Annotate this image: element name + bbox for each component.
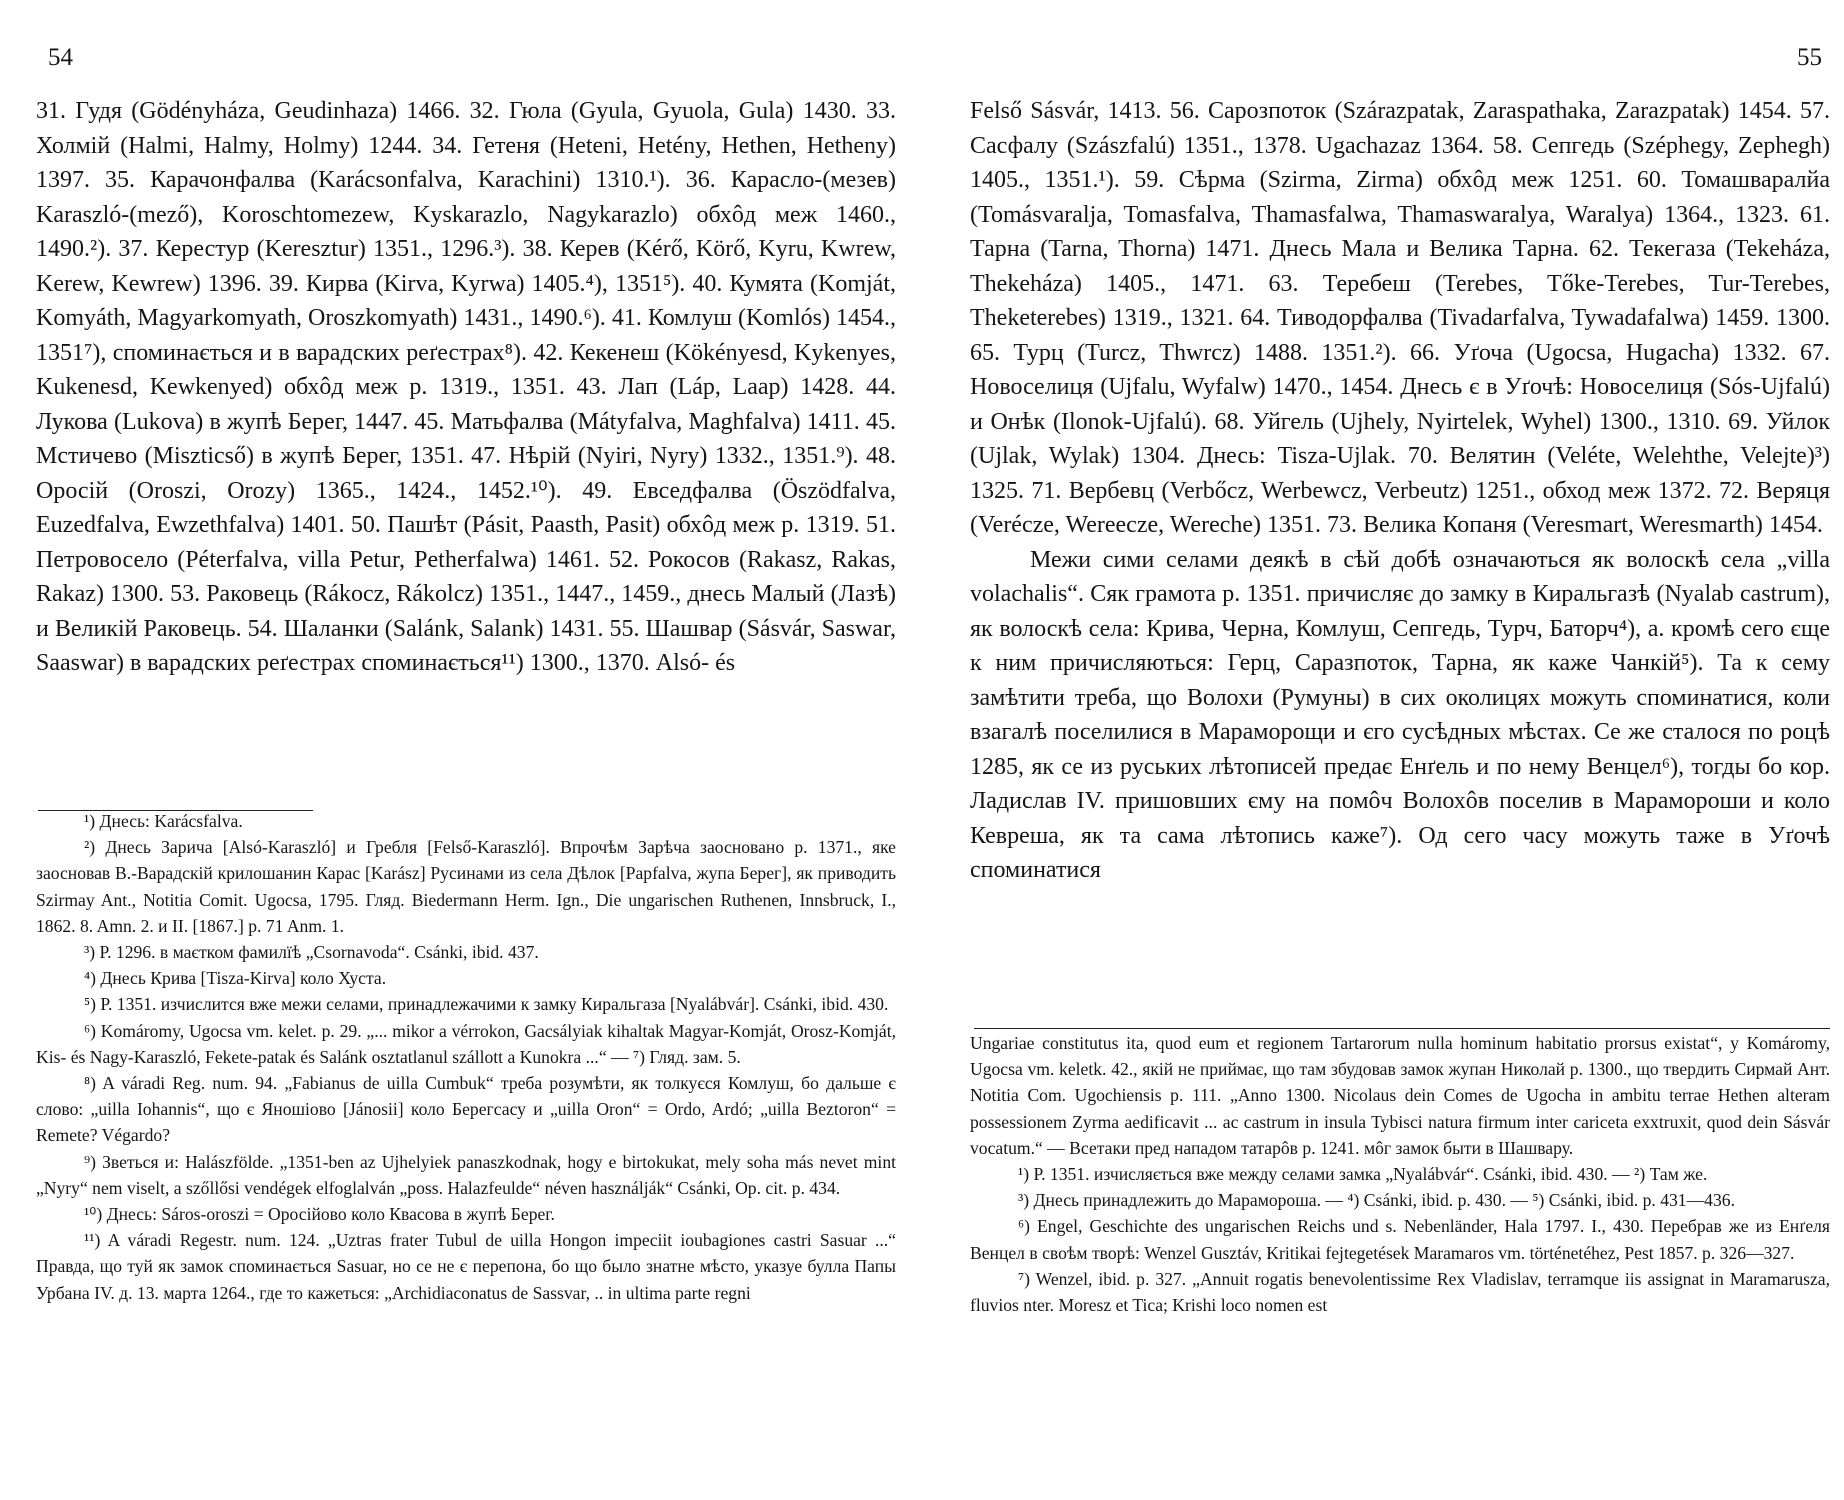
footnote: ¹) Р. 1351. изчисляється вже между селами замка „Nyalábvár“. Csánki, ibid. 430. — ²) Там же. bbox=[1018, 1164, 1708, 1185]
footnote: ³) Днесь принадлежить до Марамороша. — ⁴) Csánki, ibid. p. 430. — ⁵) Csánki, ibid. p. 431—436. bbox=[1018, 1190, 1735, 1211]
footnote: ⁹) Зветься и: Halászfölde. „1351-ben az Ujhelyiek panaszkodnak, hogy e birtokukat, mely soha más nevet mint „Nyry“ nem viselt, a szőllősi vendégek elfoglalván „poss. Halazfeulde“ néven használják“ Csánki, Op. cit. p. 434. bbox=[36, 1151, 896, 1198]
footnote: ¹) Днесь: Karácsfalva. bbox=[84, 811, 243, 831]
footnote: ¹⁰) Днесь: Sáros-oroszi = Оросійово коло Квасова в жупѣ Берег. bbox=[84, 1204, 555, 1225]
footnote: ⁶) Komáromy, Ugocsa vm. kelet. p. 29. „... mikor a vérrokon, Gacsályiak kihaltak Magyar-Komját, Orosz-Komját, Kis- és Nagy-Karaszló, Fekete-patak és Salánk osztatlanul szállott a Kunokra ...“ — ⁷) Гляд. зам. 5. bbox=[36, 1020, 896, 1067]
footnote: ³) Р. 1296. в маєтком фамилїѣ „Csornavoda“. Csánki, ibid. 437. bbox=[84, 942, 539, 963]
paragraph: Межи сими селами деякѣ в сѣй добѣ означаються як волоскѣ села „villa volachalis“. Сяк грамота р. 1351. причисляє до замку в Киральгазѣ (Nyalab castrum), як волоскѣ села: Крива, Черна, Комлуш, Сепгедь, Турч, Баторч⁴), а. кромѣ сего єще к ним причисляються: Герц, Саразпоток, Тарна, як каже Чанкій⁵). Та к сему замѣтити треба, що Волохи (Румуны) в сих околицях можуть споминатися, коли взагалѣ поселилися в Мараморощи и єго сусѣдных мѣстах. Се же сталося по роцѣ 1285, як се из руських лѣтописей предає Енґель и по нему Венцел⁶), тогды бо кор. Ладислав IV. пришовших єму на помôч Волохôв поселив в Марамороши и коло Кевреша, як та сама лѣтопись каже⁷). Од сего часу можуть таже в Уґочѣ споминатися bbox=[970, 546, 1830, 883]
footnote: ⁷) Wenzel, ibid. p. 327. „Annuit rogatis benevolentissime Rex Vladislav, terramque iis assignat in Maramarusza, fluvios nter. Moresz et Tica; Krishi loco nomen est bbox=[970, 1268, 1830, 1316]
footnotes bbox=[970, 1030, 1830, 1318]
paragraph: Felső Sásvár, 1413. 56. Сарозпоток (Szárazpatak, Zaraspathaka, Zarazpatak) 1454. 57. Сасфалу (Szászfalú) 1351., 1378. Ugachazaz 1364. 58. Сепгедь (Széphegy, Zephegh) 1405., 1351.¹). 59. Сѣрма (Szirma, Zirma) обхôд меж 1251. 60. Томашваралйа (Tomásvaralja, Tomasfalva, Thamasfalwa, Thamaswaralya, Waralya) 1364., 1323. 61. Тарна (Tarna, Thorna) 1471. Днесь Мала и Велика Тарна. 62. Текегаза (Tekeháza, Thekeháza) 1405., 1471. 63. Теребеш (Terebes, Tőke-Terebes, Tur-Terebes, Theketerebes) 1319., 1321. 64. Тиводорфалва (Tivadarfalva, Tywadafalwa) 1459. 1300. 65. Турц (Turcz, Thwrcz) 1488. 1351.²). 66. Уґоча (Ugocsa, Hugacha) 1332. 67. Новоселиця (Ujfalu, Wyfalw) 1470., 1454. Днесь є в Уґочѣ: Новоселиця (Sós-Ujfalú) и Онѣк (Ilonok-Ujfalú). 68. Уйгель (Ujhely, Nyirtelek, Wyhel) 1300., 1310. 69. Уйлок (Ujlak, Wylak) 1304. Днесь: Tisza-Ujlak. 70. Велятин (Veléte, Welehthe, Velejte)³) 1325. 71. Вербевц (Verbőcz, Werbewcz, Verbeutz) 1251., обход меж 1372. 72. Веряця (Verécze, Wereecze, Wereche) 1351. 73. Велика Копаня (Veresmart, Weresmarth) 1454. bbox=[970, 98, 1830, 538]
main-text bbox=[36, 94, 896, 681]
footnote: ¹¹) A váradi Regestr. num. 124. „Uztras frater Tubul de uilla Hongon impeciit ioubagiones castri Sasuar ...“ Правда, що туй як замок споминається Sasuar, но се не є перепона, бо що было знатне мѣсто, указуе булла Папы Урбана IV. д. 13. марта 1264., где то кажеться: „Archidiaconatus de Sassvar, .. in ultima parte regni bbox=[36, 1230, 896, 1303]
footnote: ⁸) A váradi Reg. num. 94. „Fabianus de uilla Cumbuk“ треба розумѣти, як толкуєся Комлуш, бо дальше є слово: „uilla Iohannis“, що є Яношіово [Jánosii] коло Берегсасу и „uilla Oron“ = Ordo, Ardó; „uilla Beztoron“ = Remete? Végardo? bbox=[36, 1073, 896, 1146]
footnote: ⁶) Engel, Geschichte des ungarischen Reichs und s. Nebenländer, Hala 1797. I., 430. Перебрав же из Енґеля Венцел в своѣм творѣ: Wenzel Gusztáv, Kritikai fejtegetések Maramaros vm. történetéhez, Pest 1857. p. 326—327. bbox=[970, 1216, 1830, 1263]
left-page bbox=[36, 0, 896, 1500]
footnote-continuation: Ungariae constitutus ita, quod eum et regionem Tartarorum nulla hominum habitatio prorsus existat“, у Komáromy, Ugocsa vm. keletk. 42., якій не приймає, що там збудовав замок жупан Николай р. 1300., що твердить Сирмай Ант. Notitia Com. Ugochiensis p. 111. „Anno 1300. Nicolaus dein Comes de Ugocha in ambitu terrae Hethen alteram possessionem Zyrma aedificavit ... ac castrum in insula Tybisci natura firmum inter cariceta exxtruxit, quod dein Sásvár vocatum.“ — Всетаки пред нападом татарôв р. 1241. мôг замок быти в Шашвару. bbox=[970, 1033, 1830, 1158]
footnote: ⁵) Р. 1351. изчислится вже межи селами, принадлежачими к замку Киральгаза [Nyalábvár]. Csánki, ibid. 430. bbox=[84, 994, 889, 1015]
footnote: ⁴) Днесь Крива [Tisza-Kirva] коло Хуста. bbox=[84, 968, 387, 989]
paragraph: 31. Гудя (Gödényháza, Geudinhaza) 1466. 32. Гюла (Gyula, Gyuola, Gula) 1430. 33. Холмій (Halmi, Halmy, Holmy) 1244. 34. Гетеня (Heteni, Hetény, Hethen, Hetheny) 1397. 35. Карачонфалва (Karácsonfalva, Karachini) 1310.¹). 36. Карасло-(мезев) Karaszló-(mező), Koroschtomezew, Kyskarazlo, Nagykarazlo) обхôд меж 1460., 1490.²). 37. Керестур (Keresztur) 1351., 1296.³). 38. Керев (Kérő, Körő, Kyru, Kwrew, Kerew, Kewrew) 1396. 39. Кирва (Kirva, Kyrwa) 1405.⁴), 1351⁵). 40. Кумята (Komját, Komyáth, Magyarkomyath, Oroszkomyath) 1431., 1490.⁶). 41. Комлуш (Komlós) 1454., 1351⁷), споминається и в варадских реґестрах⁸). 42. Кекенеш (Kökényesd, Kykenyes, Kukenesd, Kewkenyed) обхôд меж р. 1319., 1351. 43. Лап (Láp, Laap) 1428. 44. Лукова (Lukova) в жупѣ Берег, 1447. 45. Матьфалва (Mátyfalva, Maghfalva) 1411. 45. Мстичево (Miszticső) в жупѣ Берег, 1351. 47. Нѣрій (Nyiri, Nyry) 1332., 1351.⁹). 48. Оросій (Oroszi, Orozy) 1365., 1424., 1452.¹⁰). 49. Евседфалва (Öszödfalva, Euzedfalva, Ewzethfalva) 1401. 50. Пашѣт (Pásit, Paasth, Pasit) обхôд меж р. 1319. 51. Петровосело (Péterfalva, villa Petur, Petherfalwa) 1461. 52. Рокосов (Rakasz, Rakas, Rakaz) 1300. 53. Раковець (Rákocz, Rákolcz) 1351., 1447., 1459., днесь Малый (Лазѣ) и Великій Раковець. 54. Шаланки (Salánk, Salank) 1431. 55. Шашвар (Sásvár, Saswar, Saaswar) в варадских реґестрах споминається¹¹) 1300., 1370. Alsó- és bbox=[36, 98, 896, 676]
footnotes bbox=[36, 808, 896, 1306]
page-number: 55 bbox=[1797, 44, 1822, 71]
right-page bbox=[970, 0, 1830, 1500]
page-number: 54 bbox=[48, 44, 73, 71]
main-text bbox=[970, 94, 1830, 888]
footnote: ²) Днесь Зарича [Alsó-Karaszló] и Гребля [Felső-Karaszló]. Впрочѣм Зарѣча заосновано р. 1371., яке заосновав В.-Варадскій крилошанин Карас [Karász] Русинами из села Дѣлок [Papfalva, жупа Берег], як приводить Szirmay Ant., Notitia Comit. Ugocsa, 1795. Гляд. Biedermann Herm. Ign., Die ungarischen Ruthenen, Innsbruck, I., 1862. 8. Amn. 2. и II. [1867.] p. 71 Anm. 1. bbox=[36, 837, 896, 936]
footnote-rule bbox=[974, 1028, 1830, 1029]
